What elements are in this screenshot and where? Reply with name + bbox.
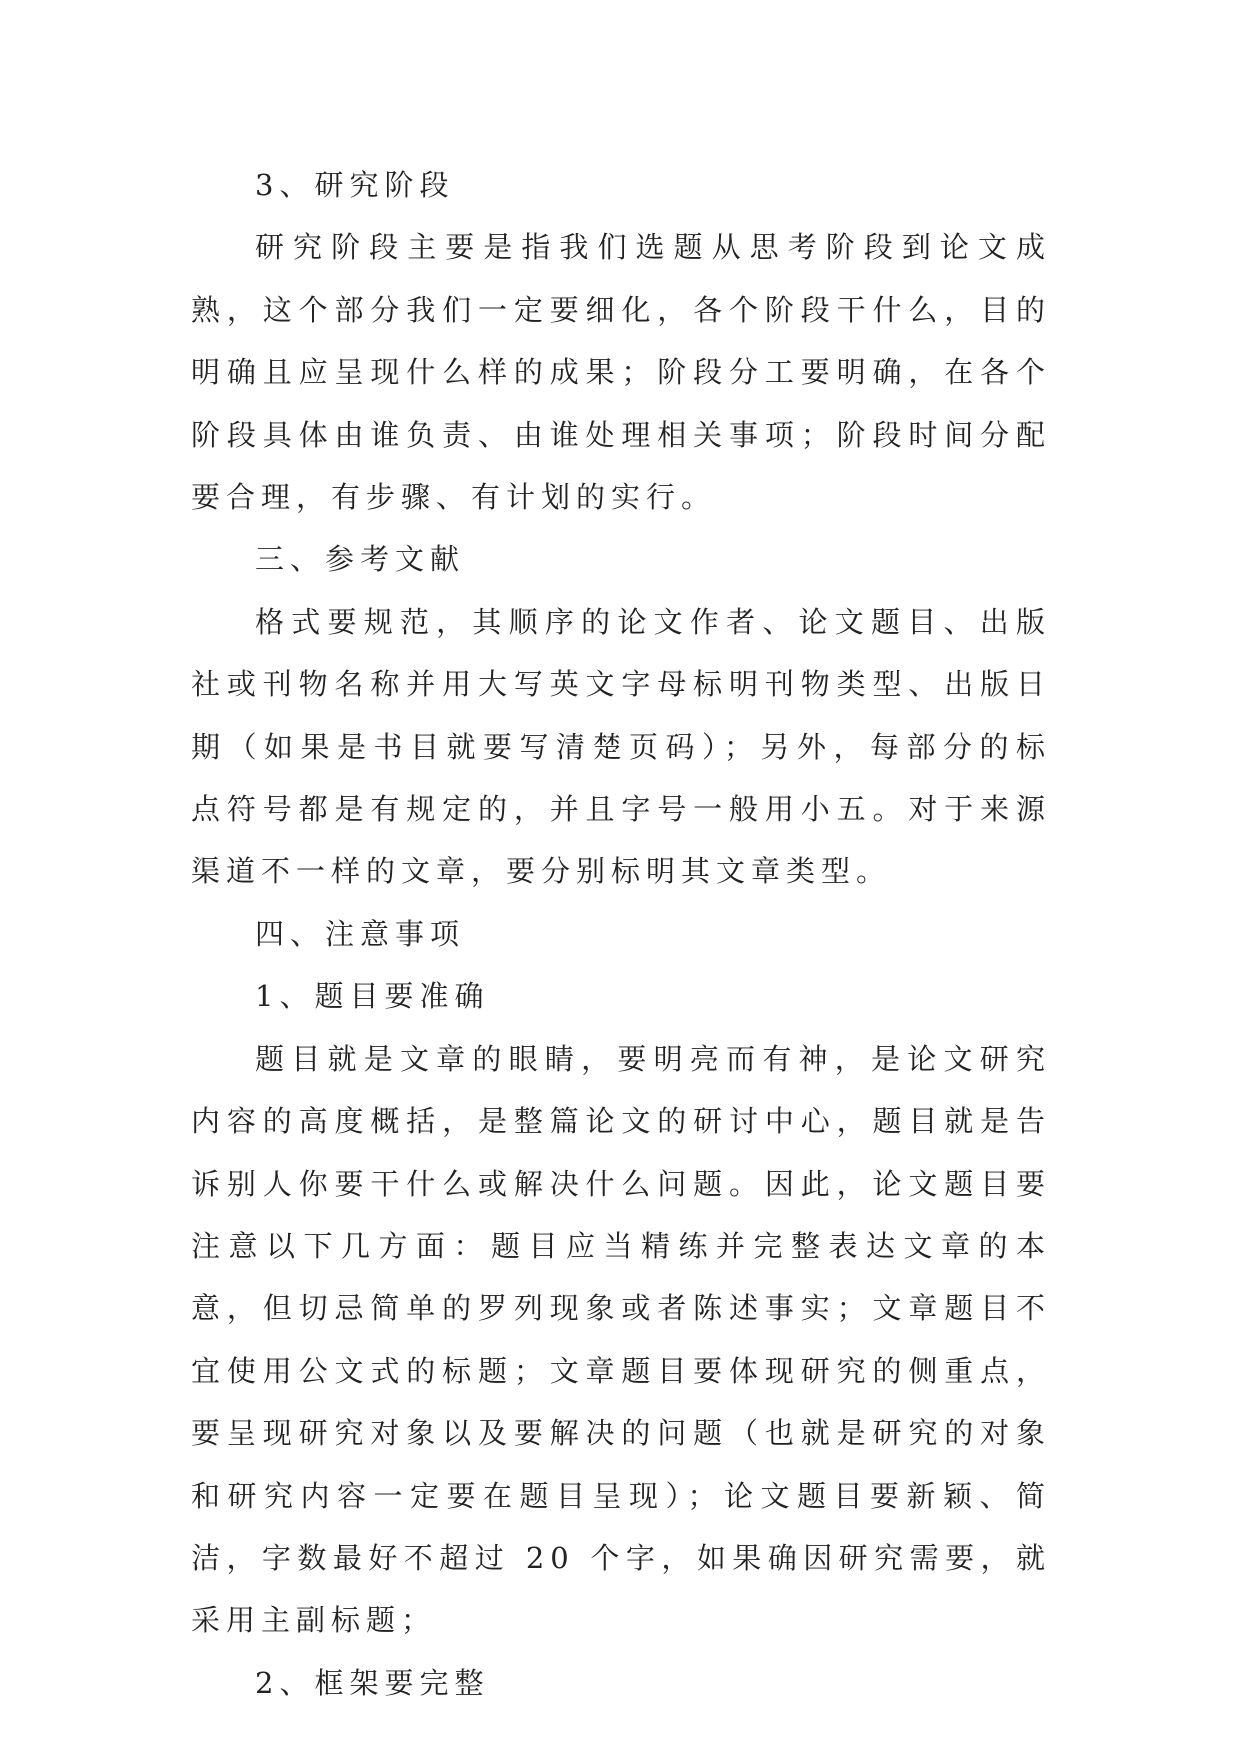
section-heading-research-stage: 3、研究阶段 (255, 168, 455, 202)
paragraph-research-stage: 研究阶段主要是指我们选题从思考阶段到论文成熟，这个部分我们一定要细化，各个阶段干什么，目的明确且应呈现什么样的成果；阶段分工要明确，在各个阶段具体由谁负责、由谁处理相关事项；阶段时间分配要合理，有步骤、有计划的实行。 (191, 230, 1051, 515)
paragraph-title-accurate: 题目就是文章的眼睛，要明亮而有神，是论文研究内容的高度概括，是整篇论文的研讨中心，题目就是告诉别人你要干什么或解决什么问题。因此，论文题目要注意以下几方面：题目应当精练并完整表达文章的本意，但切忌简单的罗列现象或者陈述事实；文章题目不宜使用公文式的标题；文章题目要体现研究的侧重点，要呈现研究对象以及要解决的问题（也就是研究的对象和研究内容一定要在题目呈现）；论文题目要新颖、简洁，字数最好不超过 20 个字，如果确因研究需要，就采用主副标题； (191, 1041, 1051, 1638)
document-body (191, 154, 1051, 1714)
section-heading-notes: 四、注意事项 (255, 916, 466, 951)
subheading-framework-complete: 2、框架要完整 (255, 1665, 490, 1700)
paragraph-references: 格式要规范，其顺序的论文作者、论文题目、出版社或刊物名称并用大写英文字母标明刊物类型、出版日期（如果是书目就要写清楚页码）；另外，每部分的标点符号都是有规定的，并且字号一般用小五。对于来源渠道不一样的文章，要分别标明其文章类型。 (191, 604, 1051, 889)
subheading-title-accurate: 1、题目要准确 (255, 979, 490, 1014)
section-heading-references: 三、参考文献 (255, 542, 466, 577)
